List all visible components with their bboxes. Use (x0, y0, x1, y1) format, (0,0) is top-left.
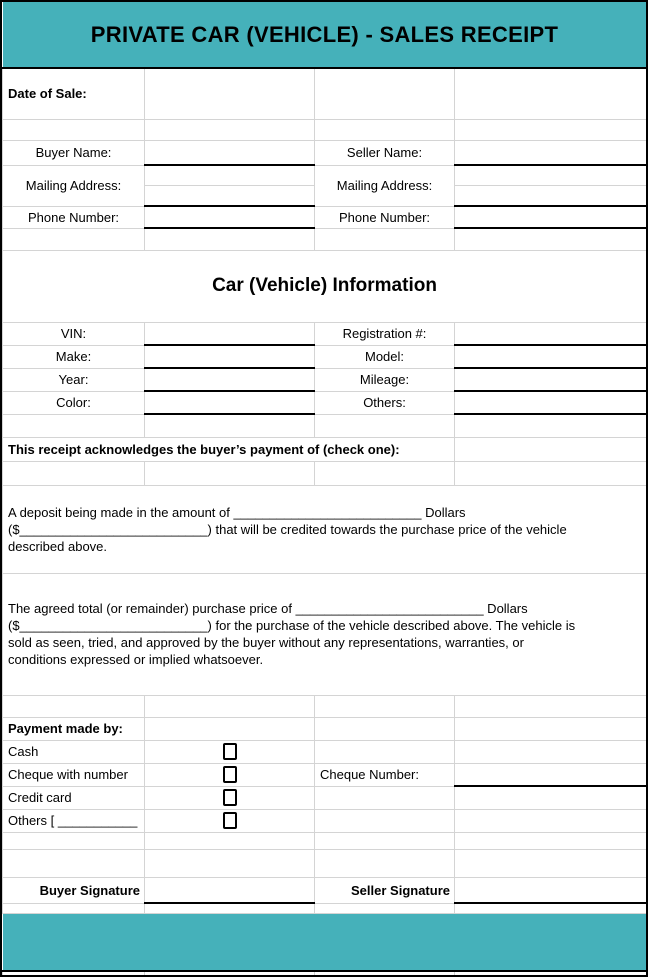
grid-cell (455, 461, 647, 485)
total-clause-line2: ($__________________________) for the purchase of the vehicle described above. The vehicle is (8, 618, 576, 633)
total-clause-line3: sold as seen, tried, and approved by the buyer without any representations, warranties, or (8, 635, 524, 650)
seller-signature-input[interactable] (455, 877, 647, 903)
cash-label: Cash (3, 740, 145, 763)
grid-cell (3, 695, 145, 717)
year-input[interactable] (145, 368, 315, 391)
payment-heading: Payment made by: (3, 717, 145, 740)
cheque-number-input[interactable] (455, 763, 647, 786)
grid-cell (455, 809, 647, 832)
grid-cell (455, 832, 647, 849)
color-label: Color: (3, 391, 145, 414)
grid-cell (145, 119, 315, 140)
buyer-phone-label: Phone Number: (3, 206, 145, 228)
deposit-clause-line3: described above. (8, 538, 108, 554)
grid-cell (455, 971, 647, 976)
grid-cell (315, 695, 455, 717)
model-input[interactable] (455, 345, 647, 368)
grid-cell (455, 119, 647, 140)
grid-cell (455, 414, 647, 437)
seller-name-label: Seller Name: (315, 140, 455, 165)
cheque-checkbox[interactable] (223, 766, 237, 783)
seller-phone-input[interactable] (455, 206, 647, 228)
receipt-grid (2, 2, 647, 977)
grid-cell (145, 832, 315, 849)
grid-cell (455, 437, 647, 461)
grid-cell (455, 68, 647, 119)
page-title: PRIVATE CAR (VEHICLE) - SALES RECEIPT (90, 21, 559, 47)
grid-cell (455, 786, 647, 809)
grid-cell (315, 903, 455, 913)
model-label: Model: (315, 345, 455, 368)
grid-cell (315, 740, 455, 763)
grid-cell (145, 414, 315, 437)
buyer-signature-label: Buyer Signature (3, 877, 145, 903)
cash-checkbox-cell (145, 740, 315, 763)
grid-cell (145, 228, 315, 250)
grid-cell (315, 809, 455, 832)
grid-cell (3, 228, 145, 250)
cheque-label: Cheque with number (3, 763, 145, 786)
header-band (3, 2, 647, 68)
acknowledgement-heading: This receipt acknowledges the buyer’s payment of (check one): (3, 437, 455, 461)
grid-cell (315, 849, 455, 877)
deposit-clause (3, 485, 647, 573)
grid-cell (145, 717, 315, 740)
buyer-mailing-input-line2[interactable] (145, 185, 315, 206)
seller-name-input[interactable] (455, 140, 647, 165)
buyer-name-label: Buyer Name: (3, 140, 145, 165)
payment-others-label: Others [ ___________ (3, 809, 145, 832)
grid-cell (455, 740, 647, 763)
grid-cell (455, 903, 647, 913)
grid-cell (3, 832, 145, 849)
buyer-signature-input[interactable] (145, 877, 315, 903)
buyer-name-input[interactable] (145, 140, 315, 165)
seller-signature-label: Seller Signature (315, 877, 455, 903)
buyer-phone-input[interactable] (145, 206, 315, 228)
buyer-mailing-label: Mailing Address: (3, 165, 145, 206)
grid-cell (3, 903, 145, 913)
grid-cell (455, 717, 647, 740)
grid-cell (145, 903, 315, 913)
grid-cell (315, 832, 455, 849)
grid-cell (3, 971, 145, 976)
credit-card-label: Credit card (3, 786, 145, 809)
total-clause-line1: The agreed total (or remainder) purchase price of __________________________ Dollars (8, 601, 528, 616)
grid-cell (315, 717, 455, 740)
grid-cell (315, 228, 455, 250)
credit-card-checkbox[interactable] (223, 789, 237, 806)
grid-cell (145, 849, 315, 877)
total-clause (3, 573, 647, 695)
vehicle-section-title: Car (Vehicle) Information (212, 275, 437, 296)
grid-cell (455, 695, 647, 717)
year-label: Year: (3, 368, 145, 391)
deposit-clause-line1: A deposit being made in the amount of __________________________ Dollars (8, 504, 466, 520)
others-input[interactable] (455, 391, 647, 414)
seller-mailing-label: Mailing Address: (315, 165, 455, 206)
others-checkbox-cell (145, 809, 315, 832)
others-checkbox[interactable] (223, 812, 237, 829)
grid-cell (455, 849, 647, 877)
grid-cell (3, 414, 145, 437)
others-label: Others: (315, 391, 455, 414)
grid-cell (3, 119, 145, 140)
grid-cell (145, 971, 315, 976)
mileage-label: Mileage: (315, 368, 455, 391)
vin-label: VIN: (3, 322, 145, 345)
registration-label: Registration #: (315, 322, 455, 345)
cheque-checkbox-cell (145, 763, 315, 786)
date-of-sale-label: Date of Sale: (3, 68, 145, 119)
credit-card-checkbox-cell (145, 786, 315, 809)
date-of-sale-input[interactable] (145, 68, 315, 119)
grid-cell (315, 461, 455, 485)
total-clause-line4: conditions expressed or implied whatsoever. (8, 652, 264, 667)
buyer-mailing-input-line1[interactable] (145, 165, 315, 185)
cash-checkbox[interactable] (223, 743, 237, 760)
seller-mailing-input-line1[interactable] (455, 165, 647, 185)
grid-cell (315, 68, 455, 119)
vin-input[interactable] (145, 322, 315, 345)
grid-cell (145, 461, 315, 485)
make-label: Make: (3, 345, 145, 368)
registration-input[interactable] (455, 322, 647, 345)
seller-phone-label: Phone Number: (315, 206, 455, 228)
deposit-clause-line2: ($__________________________) that will be credited towards the purchase price of the vehicle (8, 521, 567, 537)
grid-cell (145, 695, 315, 717)
cheque-number-label: Cheque Number: (315, 763, 455, 786)
seller-mailing-input-line2[interactable] (455, 185, 647, 206)
grid-cell (315, 971, 455, 976)
color-input[interactable] (145, 391, 315, 414)
grid-cell (3, 849, 145, 877)
grid-cell (3, 461, 145, 485)
footer-band (3, 913, 647, 971)
grid-cell (315, 786, 455, 809)
mileage-input[interactable] (455, 368, 647, 391)
grid-cell (455, 228, 647, 250)
make-input[interactable] (145, 345, 315, 368)
grid-cell (315, 119, 455, 140)
vehicle-section (3, 250, 647, 322)
grid-cell (315, 414, 455, 437)
